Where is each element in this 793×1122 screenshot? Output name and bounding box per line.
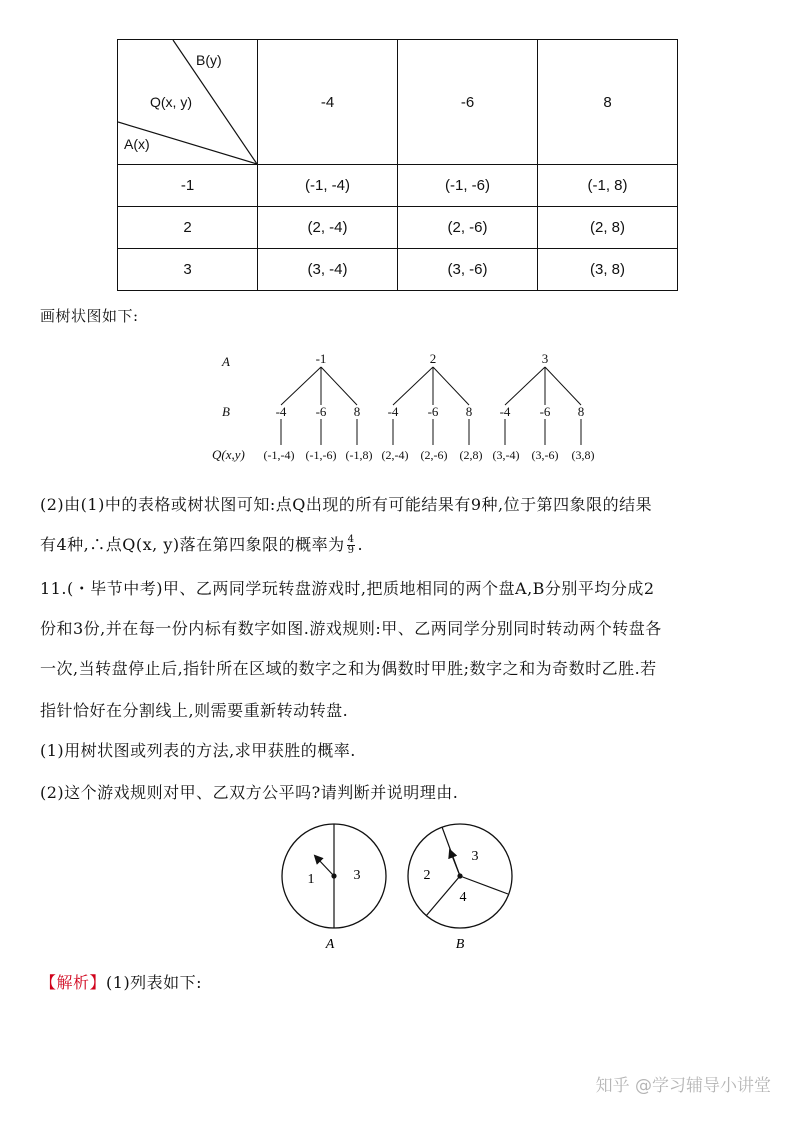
table-row bbox=[118, 249, 678, 291]
table-cell: (2, 8) bbox=[538, 207, 678, 249]
watermark: 知乎 @学习辅导小讲堂 bbox=[595, 1076, 771, 1096]
tree-leaf-node: (-1,-4) bbox=[263, 448, 295, 462]
table-cell: (2, -4) bbox=[258, 207, 398, 249]
spinner-b-number: 4 bbox=[459, 890, 467, 905]
header-a-label: A(x) bbox=[124, 136, 150, 152]
tree-child-node: -4 bbox=[387, 404, 399, 419]
question-1: (1)用树状图或列表的方法,求甲获胜的概率. bbox=[40, 741, 356, 760]
outcome-table bbox=[117, 39, 678, 291]
table-cell: (-1, -6) bbox=[398, 165, 538, 207]
tree-child-node: 8 bbox=[353, 404, 361, 419]
answer-line-2-text: 有4种,∴点Q(x, y)落在第四象限的概率为 bbox=[40, 535, 345, 554]
spinner-b-label: B bbox=[455, 937, 465, 952]
answer-line-1: (2)由(1)中的表格或树状图可知:点Q出现的所有可能结果有9种,位于第四象限的结果 bbox=[40, 495, 653, 514]
header-b-label: B(y) bbox=[196, 52, 222, 68]
tree-diagram bbox=[200, 345, 620, 470]
spinner-b-pointer bbox=[451, 853, 460, 876]
spinner-a bbox=[282, 824, 386, 952]
tree-label-b: B bbox=[222, 404, 230, 419]
tree-leaf-node: (3,-6) bbox=[531, 448, 559, 462]
spinner-b bbox=[408, 824, 512, 952]
fraction-numerator: 4 bbox=[347, 534, 355, 545]
row-header: 2 bbox=[118, 207, 258, 249]
spinner-b-number: 3 bbox=[471, 849, 479, 864]
table-cell: (3, 8) bbox=[538, 249, 678, 291]
answer-line-2 bbox=[40, 532, 363, 556]
spinner-a-label: A bbox=[325, 937, 335, 952]
tree-parent-node: 2 bbox=[429, 351, 437, 366]
problem-line-3: 一次,当转盘停止后,指针所在区域的数字之和为偶数时甲胜;数字之和为奇数时乙胜.若 bbox=[40, 659, 657, 678]
spinner-a-number: 1 bbox=[307, 872, 315, 887]
table-cell: (2, -6) bbox=[398, 207, 538, 249]
table-row bbox=[118, 165, 678, 207]
spinner-a-pointer bbox=[317, 858, 334, 876]
header-q-label: Q(x, y) bbox=[150, 94, 192, 110]
tree-child-node: -6 bbox=[315, 404, 327, 419]
column-header: -4 bbox=[258, 40, 398, 165]
tree-leaf-node: (3,8) bbox=[571, 448, 595, 462]
solution-line bbox=[40, 970, 202, 993]
solution-tag: 【解析】 bbox=[40, 973, 107, 992]
tree-intro-text: 画树状图如下: bbox=[40, 307, 139, 325]
table-row bbox=[118, 207, 678, 249]
spinner-b-number: 2 bbox=[423, 868, 431, 883]
tree-leaf-node: (-1,8) bbox=[345, 448, 373, 462]
fraction-denominator: 9 bbox=[347, 545, 355, 556]
tree-child-node: 8 bbox=[577, 404, 585, 419]
tree-child-node: -6 bbox=[427, 404, 439, 419]
problem-line-2: 份和3份,并在每一份内标有数字如图.游戏规则:甲、乙两同学分别同时转动两个转盘各 bbox=[40, 619, 662, 638]
row-header: -1 bbox=[118, 165, 258, 207]
fraction bbox=[347, 535, 356, 556]
column-header: -6 bbox=[398, 40, 538, 165]
problem-line-1: 11.(・毕节中考)甲、乙两同学玩转盘游戏时,把质地相同的两个盘A,B分别平均分成2 bbox=[40, 579, 655, 598]
tree-parent-node: -1 bbox=[315, 351, 327, 366]
tree-label-q: Q(x,y) bbox=[212, 447, 245, 462]
tree-parent-node: 3 bbox=[541, 351, 549, 366]
tree-leaf-node: (3,-4) bbox=[492, 448, 520, 462]
spinner-figure bbox=[270, 822, 530, 957]
spinner-a-number: 3 bbox=[353, 868, 361, 883]
table-cell: (-1, 8) bbox=[538, 165, 678, 207]
tree-child-node: -4 bbox=[275, 404, 287, 419]
tree-label-a: A bbox=[222, 354, 230, 369]
tree-child-node: -4 bbox=[499, 404, 511, 419]
diagonal-header-cell bbox=[118, 40, 258, 165]
answer-line-2-end: . bbox=[357, 535, 364, 554]
tree-leaf-node: (2,8) bbox=[459, 448, 483, 462]
solution-text: (1)列表如下: bbox=[106, 973, 203, 992]
row-header: 3 bbox=[118, 249, 258, 291]
tree-child-node: -6 bbox=[539, 404, 551, 419]
table-cell: (3, -4) bbox=[258, 249, 398, 291]
table-cell: (3, -6) bbox=[398, 249, 538, 291]
tree-child-node: 8 bbox=[465, 404, 473, 419]
table-cell: (-1, -4) bbox=[258, 165, 398, 207]
tree-leaf-node: (-1,-6) bbox=[305, 448, 337, 462]
question-2: (2)这个游戏规则对甲、乙双方公平吗?请判断并说明理由. bbox=[40, 783, 459, 802]
tree-leaf-node: (2,-6) bbox=[420, 448, 448, 462]
tree-leaf-node: (2,-4) bbox=[381, 448, 409, 462]
column-header: 8 bbox=[538, 40, 678, 165]
problem-line-4: 指针恰好在分割线上,则需要重新转动转盘. bbox=[40, 701, 349, 720]
